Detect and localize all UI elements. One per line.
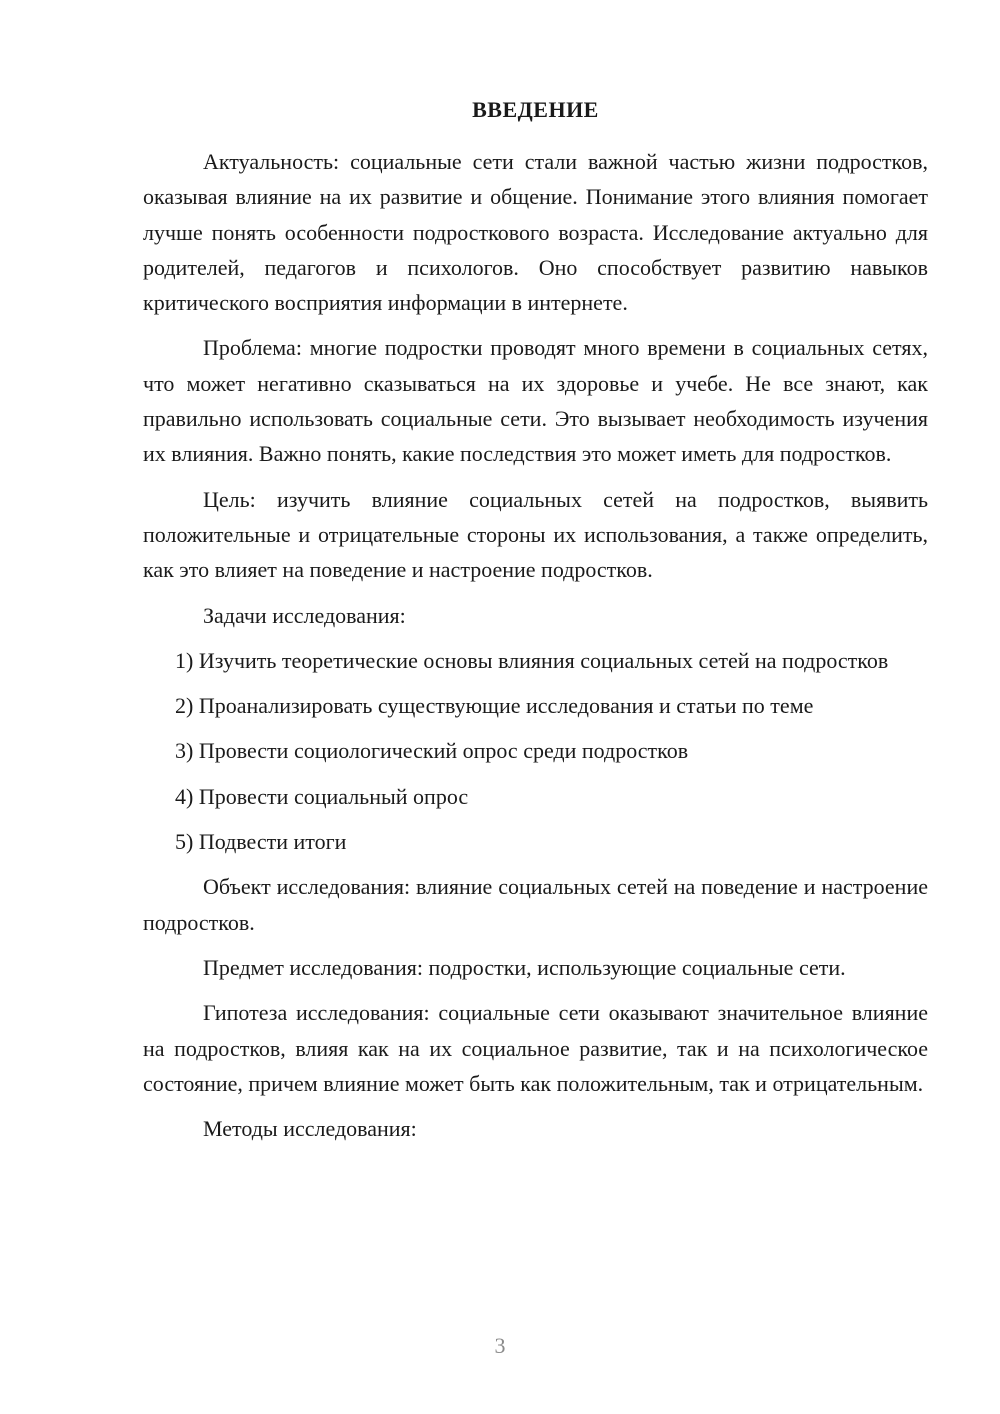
paragraph-goal: Цель: изучить влияние социальных сетей на подростков, выявить положительные и отрицательные стороны их использования, а также определить, как это влияет на поведение и настроение подростков. bbox=[143, 486, 928, 583]
paragraph-hypothesis: Гипотеза исследования: социальные сети оказывают значительное влияние на подростков, влияя как на их социальное развитие, так и на психологическое состояние, причем влияние может быть как положительным, так и отрицательным. bbox=[143, 1000, 928, 1096]
list-item-task-4: 4) Провести социальный опрос bbox=[175, 783, 469, 809]
tasks-heading: Задачи исследования: bbox=[203, 602, 406, 628]
paragraph-subject: Предмет исследования: подростки, использующие социальные сети. bbox=[203, 954, 846, 980]
methods-heading: Методы исследования: bbox=[203, 1116, 417, 1142]
paragraph-object: Объект исследования: влияние социальных сетей на поведение и настроение подростков. bbox=[143, 874, 928, 935]
page-number: 3 bbox=[494, 1333, 506, 1358]
paragraph-relevance: Актуальность: социальные сети стали важной частью жизни подростков, оказывая влияние на их развитие и общение. Понимание этого влияния помогает лучше понять особенности подросткового возраста. Исследование актуально для родителей, педагогов и психологов. Оно способствует развитию навыков критического восприятия информации в интернете. bbox=[143, 149, 928, 316]
list-item-task-5: 5) Подвести итоги bbox=[175, 829, 347, 855]
list-item-task-2: 2) Проанализировать существующие исследования и статьи по теме bbox=[175, 693, 814, 719]
list-item-task-1: 1) Изучить теоретические основы влияния социальных сетей на подростков bbox=[175, 647, 889, 673]
document-page bbox=[143, 94, 928, 1156]
paragraph-problem: Проблема: многие подростки проводят много времени в социальных сетях, что может негативно сказываться на их здоровье и учебе. Не все знают, как правильно использовать социальные сети. Это вызывает необходимость изучения их влияния. Важно понять, какие последствия это может иметь для подростков. bbox=[143, 335, 928, 467]
list-item-task-3: 3) Провести социологический опрос среди подростков bbox=[175, 738, 689, 764]
page-title: ВВЕДЕНИЕ bbox=[472, 97, 599, 122]
